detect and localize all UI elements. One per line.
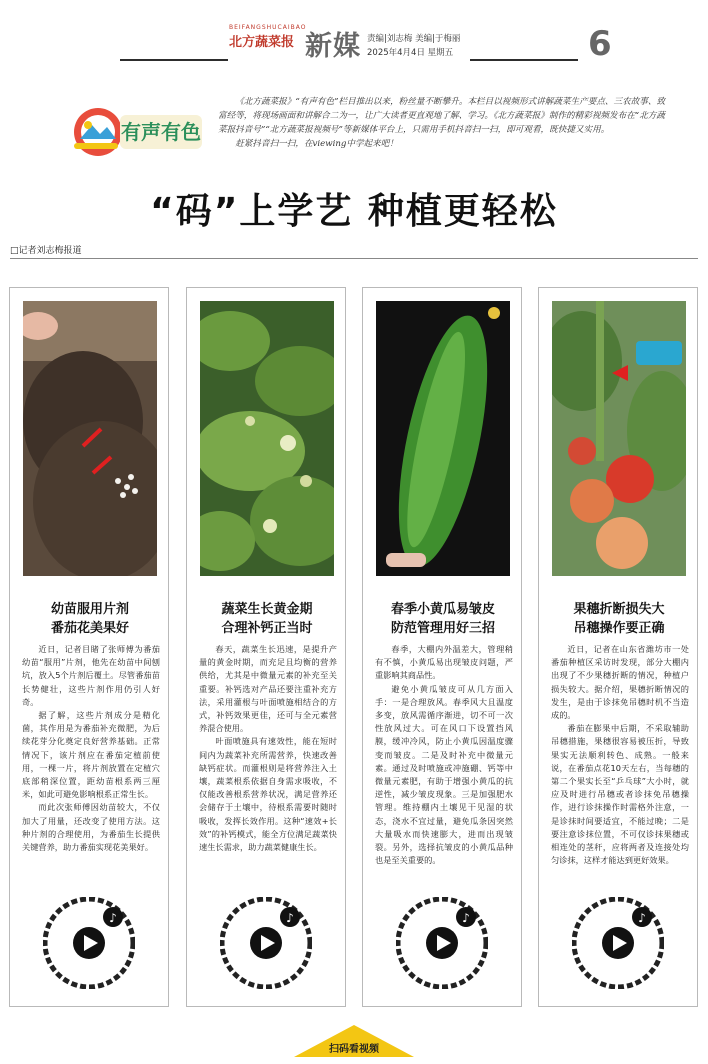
article-paragraph: 而此次张师傅因幼苗较大，不仅加大了用量，还改变了使用方法。这种片剂的合理使用，为番茄生长提供关键营养，助力番茄实现花美果好。 — [22, 802, 160, 853]
byline: □记者刘志梅报道 — [10, 246, 82, 256]
douyin-qr-code[interactable] — [396, 897, 488, 989]
editors: 责编|刘志梅 美编|于梅丽 — [367, 34, 461, 44]
article-card-calcium — [186, 287, 346, 1007]
page-number: 6 — [588, 24, 612, 64]
main-headline: “码”上学艺 种植更轻松 — [150, 191, 558, 232]
column-intro — [218, 95, 672, 151]
article-paragraph: 近日，记者在山东省潍坊市一处番茄种植区采访时发现，部分大棚内出现了不少果穗折断的情况，种植户损失较大。据介绍，果穗折断情况的发生，是由于诊抹免吊穗时机不当造成的。 — [551, 644, 689, 721]
article-title-line1: 春季小黄瓜易皱皮 — [390, 602, 495, 617]
article-title — [16, 600, 164, 638]
article-body — [375, 643, 513, 867]
douyin-qr-code[interactable] — [572, 897, 664, 989]
article-card-seedling — [9, 287, 169, 1007]
pepper-plant-photo — [200, 301, 334, 576]
article-title-line2: 合理补钙正当时 — [221, 621, 313, 636]
article-paragraph: 叶面喷施具有速效性，能在短时间内为蔬菜补充所需营养，快速改善缺钙症状。而灌根则是将营养注入土壤，蔬菜根系依据自身需求吸收，不仅能改善根系营养状况，满足营养还会储存于土壤中，待根系需要时随时吸收，发挥长效作用。这种“速效+长效”的补钙模式，能全方位满足蔬菜快速生长需求，助力蔬菜健康生长。 — [199, 736, 337, 853]
article-body — [22, 643, 160, 854]
paper-name: 北方蔬菜报 — [229, 35, 295, 50]
scan-video-label: 扫码看视频 — [329, 1044, 379, 1055]
column-logo — [66, 103, 208, 161]
article-paragraph: 春季，大棚内外温差大，管理稍有不慎，小黄瓜易出现皱皮问题，严重影响其商品性。 — [375, 644, 513, 681]
svg-text:♪: ♪ — [638, 911, 646, 925]
section-name: 新媒 — [305, 31, 361, 62]
header-rule-left — [120, 59, 228, 61]
paper-pinyin: BEIFANGSHUCAIBAO — [229, 24, 307, 31]
header-rule-right — [470, 59, 578, 61]
article-title — [369, 600, 517, 638]
article-body — [199, 643, 337, 854]
issue-date: 2025年4月4日 星期五 — [367, 48, 454, 58]
douyin-qr-code[interactable] — [220, 897, 312, 989]
article-title — [193, 600, 341, 638]
byline-divider — [10, 258, 698, 259]
svg-text:♪: ♪ — [286, 911, 294, 925]
article-title — [545, 600, 693, 638]
tomato-truss-photo — [552, 301, 686, 576]
article-title-line1: 幼苗服用片剂 — [50, 602, 129, 617]
article-paragraph: 春天，蔬菜生长迅速，是提升产量的黄金时期，而充足且均衡的营养供给，尤其是中微量元素的补充至关重要。补钙选对产品还要注重补充方法，采用灌根与叶面喷施相结合的方式，补钙效果更佳，还可与全元素营养混合使用。 — [199, 644, 337, 734]
article-body — [551, 643, 689, 867]
article-card-tomato — [538, 287, 698, 1007]
article-paragraph: 近日，记者目睹了张师傅为番茄幼苗“服用”片剂，他先在幼苗中间刨坑，放入5个片剂后覆土。尽管番茄苗长势健壮，这些片剂作用仍引人好奇。 — [22, 644, 160, 707]
intro-paragraph: 《北方蔬菜报》“有声有色”栏目推出以来，粉丝量不断攀升。本栏目以视频形式讲解蔬菜生产要点、三农故事、致富经等，将现场画面和讲解合二为一，让广大读者更直观地了解、学习。《北方蔬菜报》制作的精彩视频发布在“北方蔬菜报抖音号”“北方蔬菜报视频号”等新媒体平台上，只需用手机抖音扫一扫，即可观看，既快捷又实用。 — [218, 97, 666, 135]
svg-text:♪: ♪ — [462, 911, 470, 925]
article-title-line2: 吊穗操作要正确 — [573, 621, 665, 636]
column-logo-text: 有声有色 — [121, 120, 201, 144]
article-paragraph: 避免小黄瓜皱皮可从几方面入手：一是合理放风。春季风大且温度多变，放风需循序渐进，切不可一次性放风过大。可在风口下设置挡风膜，缓冲冷风，防止小黄瓜因温度骤变而皱皮。二是及时补充中微量元素。通过及时喷施或冲施硼、钙等中微量元素肥，有助于增强小黄瓜的抗逆性，减少皱皮现象。三是加强肥水管理。维持棚内土壤见干见湿的状态，浇水不宜过量，避免瓜条因突然大量吸水而快速膨大，进而出现皱裂。另外，选择抗皱皮的小黄瓜品种也是至关重要的。 — [375, 683, 513, 866]
article-title-line1: 果穗折断损失大 — [573, 602, 665, 617]
article-title-line2: 防范管理用好三招 — [390, 621, 495, 636]
douyin-qr-code[interactable] — [43, 897, 135, 989]
article-title-line2: 番茄花美果好 — [50, 621, 129, 636]
article-card-cucumber — [362, 287, 522, 1007]
article-title-line1: 蔬菜生长黄金期 — [221, 602, 313, 617]
page-header — [0, 18, 708, 66]
seedling-tablet-photo — [23, 301, 157, 576]
svg-text:♪: ♪ — [109, 911, 117, 925]
article-paragraph: 番茄在膨果中后期，不采取辅助吊穗措施，果穗很容易被压折，导致果实无法顺利转色、成熟。一般来说，在番茄点花10天左右，当每穗的第二个果实长至“乒乓球”大小时，就应及时进行吊穗或者诊抹免吊穗操作，进行诊抹操作时需格外注意，一是诊抹时间要适宜，不能过晚；二是要注意诊抹位置，不可仅诊抹果穗或相连处的茎秆，应将两者及连接处均匀诊抹，这样才能达到更好效果。 — [551, 723, 689, 866]
intro-slogan: 赶紧抖音扫一扫，在viewing中学起来吧！ — [235, 139, 398, 149]
cucumber-photo — [376, 301, 510, 576]
article-paragraph: 据了解，这些片剂成分是精化菌，其作用是为番茄补充微肥，为后续花芽分化奠定良好营养基础。正常情况下，该片剂应在番茄定植前使用，一棵一片，将片剂放置在定植穴底部稍深位置，距幼苗根系两三厘米，如此可避免影响根系正常生长。 — [22, 710, 160, 800]
